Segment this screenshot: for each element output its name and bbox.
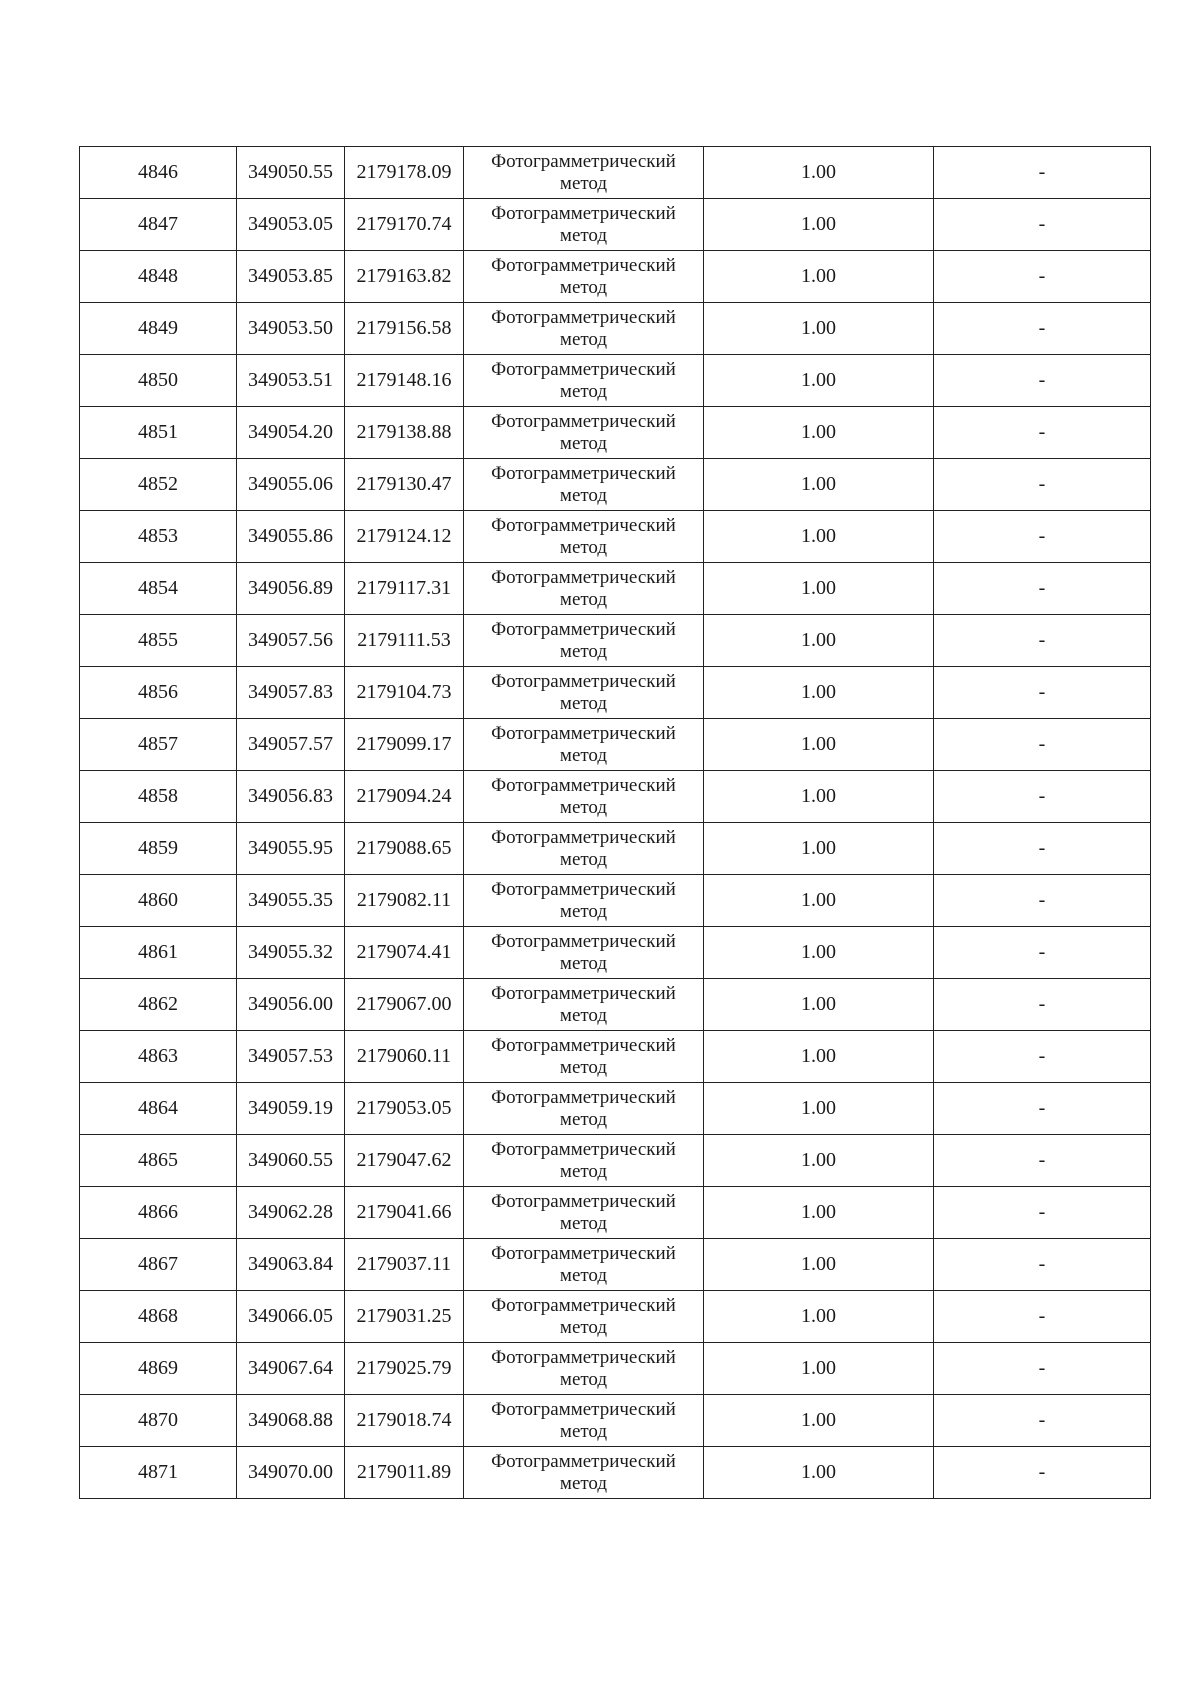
accuracy-cell: 1.00 (704, 615, 934, 667)
table-row (80, 719, 1151, 771)
point-number-cell: 4849 (80, 303, 237, 355)
note-cell: - (934, 1187, 1151, 1239)
note-cell: - (934, 927, 1151, 979)
accuracy-cell: 1.00 (704, 719, 934, 771)
method-cell (464, 1031, 704, 1083)
y-coordinate-cell: 2179170.74 (345, 199, 464, 251)
method-cell (464, 667, 704, 719)
table-row (80, 667, 1151, 719)
point-number-cell: 4871 (80, 1447, 237, 1499)
x-coordinate-cell: 349068.88 (237, 1395, 345, 1447)
table-row (80, 1239, 1151, 1291)
note-cell: - (934, 511, 1151, 563)
method-line-1: Фотограмметрический (491, 566, 676, 588)
method-line-1: Фотограмметрический (491, 1450, 676, 1472)
method-line-2: метод (559, 1368, 608, 1390)
x-coordinate-cell: 349053.50 (237, 303, 345, 355)
method-line-2: метод (559, 328, 608, 350)
method-cell (464, 1291, 704, 1343)
note-cell: - (934, 1291, 1151, 1343)
point-number-cell: 4853 (80, 511, 237, 563)
point-number-cell: 4860 (80, 875, 237, 927)
method-line-2: метод (559, 1264, 608, 1286)
point-number-cell: 4851 (80, 407, 237, 459)
method-line-1: Фотограмметрический (491, 1086, 676, 1108)
y-coordinate-cell: 2179011.89 (345, 1447, 464, 1499)
x-coordinate-cell: 349070.00 (237, 1447, 345, 1499)
method-line-1: Фотограмметрический (491, 670, 676, 692)
y-coordinate-cell: 2179031.25 (345, 1291, 464, 1343)
y-coordinate-cell: 2179060.11 (345, 1031, 464, 1083)
accuracy-cell: 1.00 (704, 303, 934, 355)
table-row (80, 1395, 1151, 1447)
y-coordinate-cell: 2179117.31 (345, 563, 464, 615)
x-coordinate-cell: 349055.32 (237, 927, 345, 979)
note-cell: - (934, 1447, 1151, 1499)
method-line-2: метод (559, 1004, 608, 1026)
method-line-2: метод (559, 224, 608, 246)
accuracy-cell: 1.00 (704, 927, 934, 979)
method-line-1: Фотограмметрический (491, 982, 676, 1004)
method-cell (464, 563, 704, 615)
x-coordinate-cell: 349054.20 (237, 407, 345, 459)
note-cell: - (934, 667, 1151, 719)
x-coordinate-cell: 349055.95 (237, 823, 345, 875)
table-row (80, 303, 1151, 355)
method-line-1: Фотограмметрический (491, 410, 676, 432)
method-line-1: Фотограмметрический (491, 306, 676, 328)
accuracy-cell: 1.00 (704, 1447, 934, 1499)
method-cell (464, 615, 704, 667)
x-coordinate-cell: 349053.05 (237, 199, 345, 251)
method-line-1: Фотограмметрический (491, 1294, 676, 1316)
table-row (80, 199, 1151, 251)
note-cell: - (934, 1031, 1151, 1083)
note-cell: - (934, 875, 1151, 927)
table-row (80, 459, 1151, 511)
table-row (80, 1447, 1151, 1499)
point-number-cell: 4846 (80, 147, 237, 199)
method-line-2: метод (559, 1212, 608, 1234)
y-coordinate-cell: 2179130.47 (345, 459, 464, 511)
note-cell: - (934, 355, 1151, 407)
method-line-2: метод (559, 1160, 608, 1182)
method-line-1: Фотограмметрический (491, 878, 676, 900)
note-cell: - (934, 1395, 1151, 1447)
accuracy-cell: 1.00 (704, 823, 934, 875)
method-cell (464, 303, 704, 355)
y-coordinate-cell: 2179041.66 (345, 1187, 464, 1239)
point-number-cell: 4847 (80, 199, 237, 251)
accuracy-cell: 1.00 (704, 147, 934, 199)
y-coordinate-cell: 2179037.11 (345, 1239, 464, 1291)
accuracy-cell: 1.00 (704, 1135, 934, 1187)
method-line-1: Фотограмметрический (491, 1034, 676, 1056)
point-number-cell: 4865 (80, 1135, 237, 1187)
method-line-1: Фотограмметрический (491, 462, 676, 484)
point-number-cell: 4866 (80, 1187, 237, 1239)
x-coordinate-cell: 349063.84 (237, 1239, 345, 1291)
note-cell: - (934, 1343, 1151, 1395)
method-cell (464, 875, 704, 927)
point-number-cell: 4852 (80, 459, 237, 511)
point-number-cell: 4850 (80, 355, 237, 407)
method-cell (464, 823, 704, 875)
y-coordinate-cell: 2179099.17 (345, 719, 464, 771)
table-row (80, 615, 1151, 667)
method-cell (464, 1135, 704, 1187)
x-coordinate-cell: 349055.86 (237, 511, 345, 563)
method-cell (464, 251, 704, 303)
point-number-cell: 4854 (80, 563, 237, 615)
note-cell: - (934, 719, 1151, 771)
method-line-2: метод (559, 640, 608, 662)
x-coordinate-cell: 349057.83 (237, 667, 345, 719)
accuracy-cell: 1.00 (704, 667, 934, 719)
table-row (80, 1291, 1151, 1343)
method-line-2: метод (559, 276, 608, 298)
y-coordinate-cell: 2179047.62 (345, 1135, 464, 1187)
method-cell (464, 771, 704, 823)
point-number-cell: 4855 (80, 615, 237, 667)
accuracy-cell: 1.00 (704, 1083, 934, 1135)
table-row (80, 1187, 1151, 1239)
method-cell (464, 1343, 704, 1395)
accuracy-cell: 1.00 (704, 979, 934, 1031)
x-coordinate-cell: 349056.83 (237, 771, 345, 823)
method-line-2: метод (559, 172, 608, 194)
y-coordinate-cell: 2179067.00 (345, 979, 464, 1031)
y-coordinate-cell: 2179018.74 (345, 1395, 464, 1447)
method-line-1: Фотограмметрический (491, 774, 676, 796)
method-cell (464, 407, 704, 459)
x-coordinate-cell: 349053.85 (237, 251, 345, 303)
x-coordinate-cell: 349057.57 (237, 719, 345, 771)
method-line-1: Фотограмметрический (491, 618, 676, 640)
point-number-cell: 4862 (80, 979, 237, 1031)
method-line-1: Фотограмметрический (491, 1190, 676, 1212)
x-coordinate-cell: 349050.55 (237, 147, 345, 199)
accuracy-cell: 1.00 (704, 251, 934, 303)
method-line-2: метод (559, 484, 608, 506)
method-cell (464, 927, 704, 979)
point-number-cell: 4861 (80, 927, 237, 979)
note-cell: - (934, 199, 1151, 251)
method-line-1: Фотограмметрический (491, 358, 676, 380)
method-line-2: метод (559, 744, 608, 766)
y-coordinate-cell: 2179082.11 (345, 875, 464, 927)
method-line-1: Фотограмметрический (491, 826, 676, 848)
coordinates-table-body (80, 147, 1151, 1499)
point-number-cell: 4864 (80, 1083, 237, 1135)
point-number-cell: 4869 (80, 1343, 237, 1395)
x-coordinate-cell: 349056.89 (237, 563, 345, 615)
table-row (80, 511, 1151, 563)
method-cell (464, 459, 704, 511)
method-cell (464, 199, 704, 251)
note-cell: - (934, 563, 1151, 615)
x-coordinate-cell: 349057.56 (237, 615, 345, 667)
note-cell: - (934, 771, 1151, 823)
method-line-2: метод (559, 380, 608, 402)
accuracy-cell: 1.00 (704, 1239, 934, 1291)
method-cell (464, 1395, 704, 1447)
method-line-2: метод (559, 796, 608, 818)
x-coordinate-cell: 349067.64 (237, 1343, 345, 1395)
method-line-1: Фотограмметрический (491, 1138, 676, 1160)
coordinates-table (79, 146, 1151, 1499)
y-coordinate-cell: 2179124.12 (345, 511, 464, 563)
note-cell: - (934, 407, 1151, 459)
x-coordinate-cell: 349059.19 (237, 1083, 345, 1135)
method-cell (464, 719, 704, 771)
point-number-cell: 4867 (80, 1239, 237, 1291)
y-coordinate-cell: 2179074.41 (345, 927, 464, 979)
method-cell (464, 1239, 704, 1291)
method-line-2: метод (559, 536, 608, 558)
y-coordinate-cell: 2179156.58 (345, 303, 464, 355)
method-line-2: метод (559, 900, 608, 922)
x-coordinate-cell: 349066.05 (237, 1291, 345, 1343)
accuracy-cell: 1.00 (704, 355, 934, 407)
table-row (80, 1343, 1151, 1395)
accuracy-cell: 1.00 (704, 875, 934, 927)
y-coordinate-cell: 2179053.05 (345, 1083, 464, 1135)
method-line-1: Фотограмметрический (491, 722, 676, 744)
method-line-2: метод (559, 588, 608, 610)
x-coordinate-cell: 349056.00 (237, 979, 345, 1031)
point-number-cell: 4856 (80, 667, 237, 719)
x-coordinate-cell: 349062.28 (237, 1187, 345, 1239)
note-cell: - (934, 1135, 1151, 1187)
y-coordinate-cell: 2179138.88 (345, 407, 464, 459)
point-number-cell: 4858 (80, 771, 237, 823)
method-cell (464, 511, 704, 563)
method-line-1: Фотограмметрический (491, 150, 676, 172)
y-coordinate-cell: 2179148.16 (345, 355, 464, 407)
method-line-1: Фотограмметрический (491, 1242, 676, 1264)
method-line-2: метод (559, 848, 608, 870)
accuracy-cell: 1.00 (704, 563, 934, 615)
accuracy-cell: 1.00 (704, 1395, 934, 1447)
note-cell: - (934, 459, 1151, 511)
method-line-2: метод (559, 1420, 608, 1442)
table-row (80, 1135, 1151, 1187)
method-line-2: метод (559, 1472, 608, 1494)
method-line-2: метод (559, 1108, 608, 1130)
note-cell: - (934, 615, 1151, 667)
accuracy-cell: 1.00 (704, 199, 934, 251)
table-row (80, 979, 1151, 1031)
method-line-2: метод (559, 1316, 608, 1338)
method-cell (464, 979, 704, 1031)
method-line-2: метод (559, 1056, 608, 1078)
method-line-1: Фотограмметрический (491, 930, 676, 952)
method-line-2: метод (559, 952, 608, 974)
method-cell (464, 147, 704, 199)
point-number-cell: 4848 (80, 251, 237, 303)
point-number-cell: 4870 (80, 1395, 237, 1447)
y-coordinate-cell: 2179111.53 (345, 615, 464, 667)
x-coordinate-cell: 349055.35 (237, 875, 345, 927)
table-row (80, 563, 1151, 615)
y-coordinate-cell: 2179104.73 (345, 667, 464, 719)
note-cell: - (934, 251, 1151, 303)
method-line-1: Фотограмметрический (491, 514, 676, 536)
method-cell (464, 355, 704, 407)
accuracy-cell: 1.00 (704, 1031, 934, 1083)
x-coordinate-cell: 349053.51 (237, 355, 345, 407)
y-coordinate-cell: 2179025.79 (345, 1343, 464, 1395)
table-row (80, 771, 1151, 823)
x-coordinate-cell: 349057.53 (237, 1031, 345, 1083)
method-cell (464, 1187, 704, 1239)
table-row (80, 823, 1151, 875)
table-row (80, 147, 1151, 199)
x-coordinate-cell: 349055.06 (237, 459, 345, 511)
table-row (80, 251, 1151, 303)
table-row (80, 875, 1151, 927)
table-row (80, 407, 1151, 459)
accuracy-cell: 1.00 (704, 1291, 934, 1343)
table-row (80, 1031, 1151, 1083)
note-cell: - (934, 823, 1151, 875)
note-cell: - (934, 979, 1151, 1031)
point-number-cell: 4857 (80, 719, 237, 771)
method-line-1: Фотограмметрический (491, 1346, 676, 1368)
y-coordinate-cell: 2179163.82 (345, 251, 464, 303)
method-line-1: Фотограмметрический (491, 202, 676, 224)
point-number-cell: 4859 (80, 823, 237, 875)
accuracy-cell: 1.00 (704, 511, 934, 563)
y-coordinate-cell: 2179088.65 (345, 823, 464, 875)
accuracy-cell: 1.00 (704, 771, 934, 823)
table-row (80, 927, 1151, 979)
method-line-2: метод (559, 432, 608, 454)
accuracy-cell: 1.00 (704, 459, 934, 511)
note-cell: - (934, 147, 1151, 199)
method-cell (464, 1083, 704, 1135)
y-coordinate-cell: 2179178.09 (345, 147, 464, 199)
method-cell (464, 1447, 704, 1499)
method-line-1: Фотограмметрический (491, 1398, 676, 1420)
accuracy-cell: 1.00 (704, 407, 934, 459)
note-cell: - (934, 1239, 1151, 1291)
y-coordinate-cell: 2179094.24 (345, 771, 464, 823)
x-coordinate-cell: 349060.55 (237, 1135, 345, 1187)
method-line-1: Фотограмметрический (491, 254, 676, 276)
method-line-2: метод (559, 692, 608, 714)
note-cell: - (934, 1083, 1151, 1135)
accuracy-cell: 1.00 (704, 1343, 934, 1395)
point-number-cell: 4868 (80, 1291, 237, 1343)
table-row (80, 355, 1151, 407)
accuracy-cell: 1.00 (704, 1187, 934, 1239)
note-cell: - (934, 303, 1151, 355)
table-row (80, 1083, 1151, 1135)
point-number-cell: 4863 (80, 1031, 237, 1083)
